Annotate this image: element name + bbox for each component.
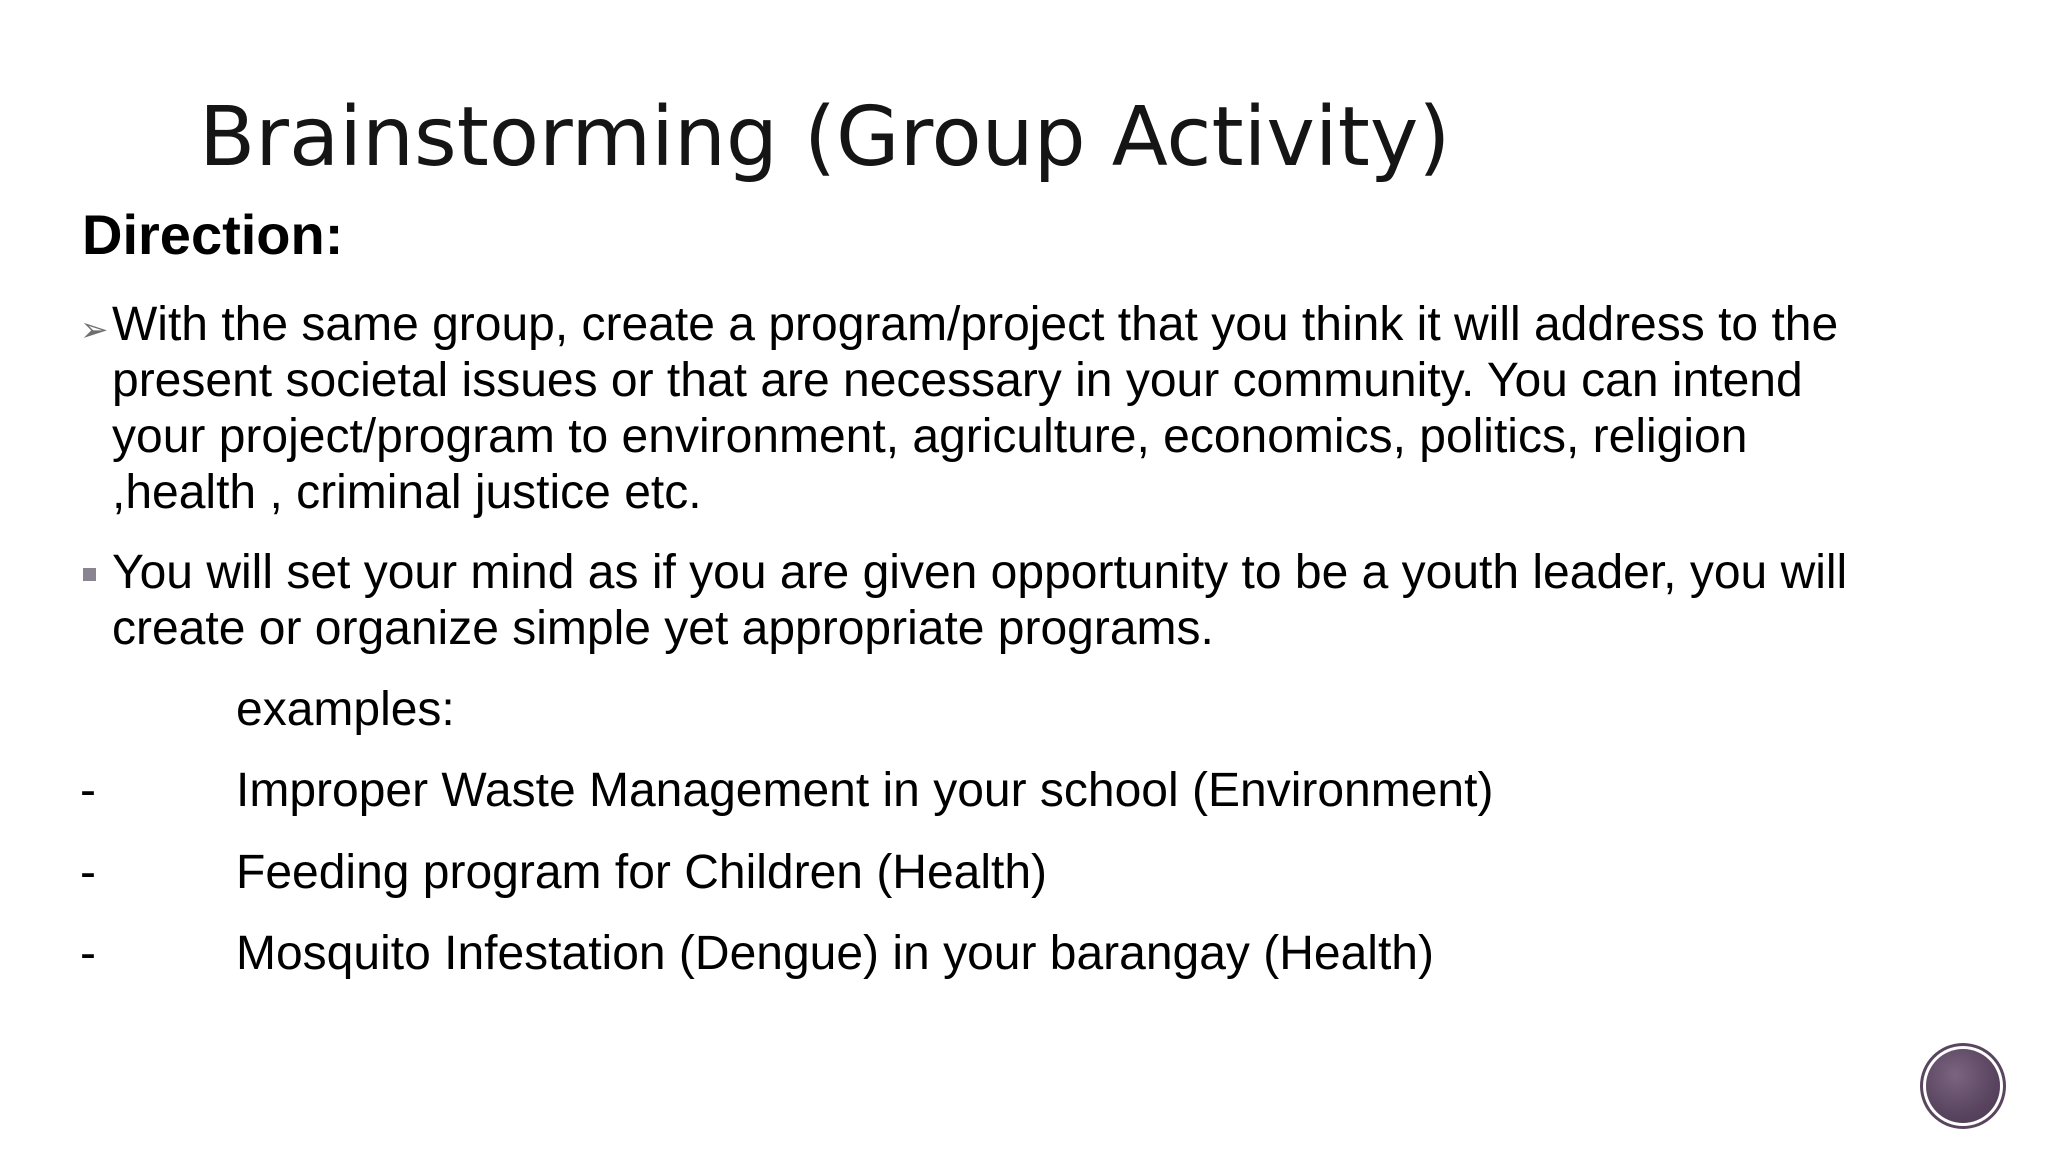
example-text: Mosquito Infestation (Dengue) in your barangay (Health) [236,927,1434,980]
example-text: Feeding program for Children (Health) [236,846,1048,899]
direction-heading: Direction: [82,203,344,266]
paragraph-line: With the same group, create a program/project that you think it will address to the [112,298,1839,351]
slide-title: Brainstorming (Group Activity) [199,90,1451,185]
paragraph-line: ,health , criminal justice etc. [112,466,702,519]
examples-label: examples: [236,683,455,736]
paragraph-line: You will set your mind as if you are given opportunity to be a youth leader, you will [112,546,1848,599]
square-bullet-icon [83,568,96,581]
slide-nav-circle-icon[interactable] [1926,1049,2000,1123]
paragraph-line: create or organize simple yet appropriate programs. [112,602,1214,655]
dash-bullet: - [80,927,96,980]
paragraph-line: present societal issues or that are necessary in your community. You can intend [112,354,1803,407]
dash-bullet: - [80,764,96,817]
direction-paragraph-1 [112,297,1838,521]
example-text: Improper Waste Management in your school (Environment) [236,764,1494,817]
paragraph-line: your project/program to environment, agriculture, economics, politics, religion [112,410,1748,463]
dash-bullet: - [80,846,96,899]
direction-paragraph-2 [112,545,1847,657]
arrow-bullet-icon: ➢ [80,310,109,350]
